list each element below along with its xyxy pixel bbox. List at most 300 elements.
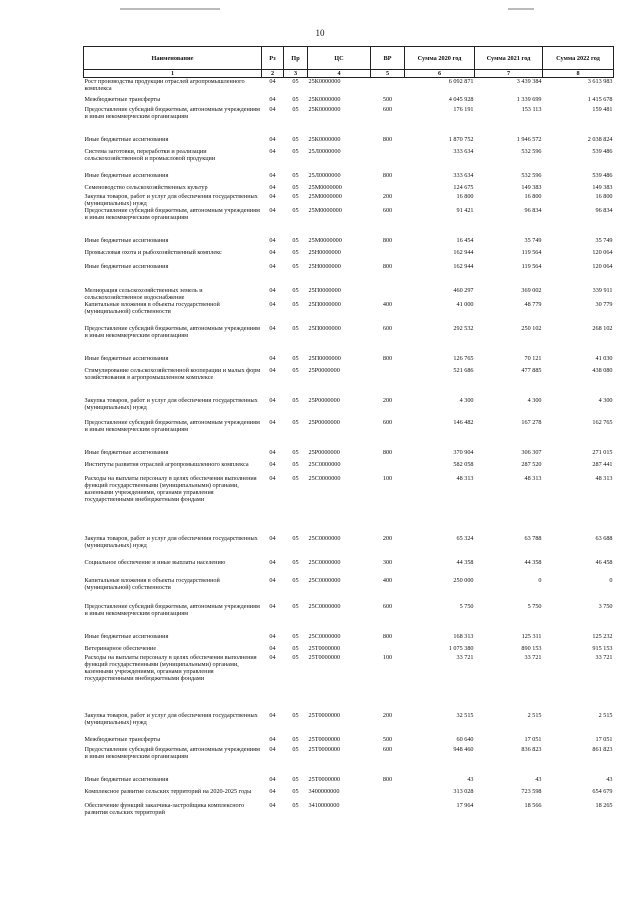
cell-vr: 600 — [382, 418, 393, 426]
table-row — [84, 184, 614, 193]
cell-pr: 05 — [292, 745, 299, 753]
cell-vr: 200 — [382, 534, 393, 542]
cell-s2020: 162 944 — [453, 248, 474, 256]
cell-s2021: 532 596 — [521, 147, 542, 155]
cell-pr: 05 — [292, 653, 299, 661]
cell-cs: 25Л0000000 — [308, 171, 341, 179]
cell-cs: 25П0000000 — [308, 354, 341, 362]
cell-s2020: 333 634 — [453, 147, 474, 155]
cell-cs: 25Л0000000 — [308, 147, 341, 155]
cell-rz: 04 — [269, 206, 276, 214]
cell-pr: 05 — [292, 105, 299, 113]
cell-s2020: 313 028 — [453, 787, 474, 795]
cell-s2020: 48 313 — [456, 474, 474, 482]
cell-rz: 04 — [269, 248, 276, 256]
cell-name: Иные бюджетные ассигнования — [84, 354, 169, 362]
column-number: 5 — [371, 70, 405, 78]
table-row — [84, 535, 614, 559]
table-row — [84, 106, 614, 136]
cell-s2021: 1 339 699 — [516, 95, 542, 103]
cell-s2021: 890 153 — [521, 644, 542, 652]
table-row — [84, 776, 614, 788]
cell-vr — [371, 148, 405, 172]
cell-s2021: 119 564 — [521, 262, 542, 270]
cell-s2021: 17 051 — [524, 735, 542, 743]
cell-cs: 25С0000000 — [308, 558, 341, 566]
cell-rz: 04 — [269, 135, 276, 143]
cell-s2020: 460 297 — [453, 286, 474, 294]
cell-vr: 600 — [382, 105, 393, 113]
cell-pr: 05 — [292, 396, 299, 404]
cell-rz: 04 — [269, 745, 276, 753]
cell-name: Институты развития отраслей агропромышленного комплекса — [84, 460, 249, 468]
cell-s2021: 48 779 — [524, 300, 542, 308]
cell-vr: 400 — [382, 300, 393, 308]
cell-name: Ветеринарное обеспечение — [84, 644, 157, 652]
header-cell: Сумма 2020 год — [405, 47, 475, 70]
cell-name: Иные бюджетные ассигнования — [84, 135, 169, 143]
cell-name: Межбюджетные трансферты — [84, 735, 161, 743]
cell-rz: 04 — [269, 735, 276, 743]
cell-cs: 25П0000000 — [308, 324, 341, 332]
cell-cs: 25Р0000000 — [308, 366, 340, 374]
cell-cs: 25М0000000 — [308, 192, 342, 200]
cell-vr — [371, 788, 405, 802]
cell-name: Иные бюджетные ассигнования — [84, 171, 169, 179]
table-row — [84, 325, 614, 355]
cell-pr: 05 — [292, 300, 299, 308]
cell-s2022: 268 102 — [592, 324, 613, 332]
cell-s2022: 120 064 — [592, 248, 613, 256]
cell-s2020: 33 721 — [456, 653, 474, 661]
table-row — [84, 645, 614, 654]
cell-s2022: 17 051 — [595, 735, 613, 743]
cell-name: Капитальные вложения в объекты государственной (муниципальной) собственности — [84, 576, 220, 591]
header-cell: ВР — [371, 47, 405, 70]
cell-cs: 25Т0000000 — [308, 711, 341, 719]
cell-vr: 200 — [382, 711, 393, 719]
cell-cs: 3400000000 — [308, 787, 340, 795]
table-row — [84, 802, 614, 822]
cell-name: Закупка товаров, работ и услуг для обеспечения государственных (муниципальных) нужд — [84, 711, 258, 726]
cell-cs: 25К0000000 — [308, 105, 341, 113]
cell-s2020: 370 904 — [453, 448, 474, 456]
table-row — [84, 237, 614, 249]
cell-name: Капитальные вложения в объекты государственной (муниципальной) собственности — [84, 300, 220, 315]
cell-s2020: 126 765 — [453, 354, 474, 362]
cell-name: Иные бюджетные ассигнования — [84, 448, 169, 456]
table-row — [84, 78, 614, 96]
cell-s2020: 124 675 — [453, 183, 474, 191]
cell-rz: 04 — [269, 236, 276, 244]
header-cell: Рз — [262, 47, 284, 70]
cell-pr: 05 — [292, 78, 299, 85]
cell-cs: 25М0000000 — [308, 236, 342, 244]
column-number: 2 — [262, 70, 284, 78]
column-number: 6 — [405, 70, 475, 78]
cell-s2021: 4 300 — [527, 396, 542, 404]
cell-s2022: 4 300 — [598, 396, 613, 404]
cell-s2022: 654 679 — [592, 787, 613, 795]
column-number: 8 — [543, 70, 614, 78]
cell-name: Предоставление субсидий бюджетным, автономным учреждениям и иным некоммерческим организациям — [84, 745, 260, 760]
cell-s2022: 63 688 — [595, 534, 613, 542]
header-cell: Пр — [284, 47, 308, 70]
table-row — [84, 788, 614, 802]
cell-cs: 25К0000000 — [308, 95, 341, 103]
cell-vr — [371, 645, 405, 654]
cell-s2020: 521 686 — [453, 366, 474, 374]
cell-s2021: 532 596 — [521, 171, 542, 179]
cell-name: Предоставление субсидий бюджетным, автономным учреждениям и иным некоммерческим организациям — [84, 324, 260, 339]
cell-rz: 04 — [269, 105, 276, 113]
cell-vr — [371, 367, 405, 397]
cell-rz: 04 — [269, 354, 276, 362]
cell-s2020: 176 191 — [453, 105, 474, 113]
cell-rz: 04 — [269, 192, 276, 200]
cell-cs: 25Т0000000 — [308, 745, 341, 753]
column-number: 7 — [475, 70, 543, 78]
cell-vr: 500 — [382, 735, 393, 743]
table-row — [84, 449, 614, 461]
cell-vr: 800 — [382, 135, 393, 143]
cell-s2020: 4 045 928 — [448, 95, 474, 103]
cell-cs: 25Р0000000 — [308, 448, 340, 456]
cell-s2020: 4 300 — [459, 396, 474, 404]
cell-cs: 25С0000000 — [308, 460, 341, 468]
cell-rz: 04 — [269, 460, 276, 468]
cell-pr: 05 — [292, 775, 299, 783]
cell-s2022: 46 458 — [595, 558, 613, 566]
column-number: 4 — [308, 70, 371, 78]
cell-name: Иные бюджетные ассигнования — [84, 236, 169, 244]
header-row — [84, 47, 614, 70]
cell-s2022: 3 750 — [598, 602, 613, 610]
cell-s2020: 41 000 — [456, 300, 474, 308]
cell-cs: 25П0000000 — [308, 286, 341, 294]
cell-rz: 04 — [269, 787, 276, 795]
cell-vr: 800 — [382, 632, 393, 640]
cell-vr: 800 — [382, 775, 393, 783]
cell-name: Семеноводство сельскохозяйственных культур — [84, 183, 208, 191]
cell-s2022: 159 481 — [592, 105, 613, 113]
cell-name: Расходы на выплаты персоналу в целях обеспечения выполнения функций государственными (муниципальными) органами, казенными учреждениями, органами управления государственными внебюджетными фондами — [84, 653, 257, 682]
cell-s2021: 306 307 — [521, 448, 542, 456]
table-row — [84, 654, 614, 712]
cell-rz: 04 — [269, 147, 276, 155]
cell-name: Система заготовки, переработки и реализации сельскохозяйственной и промысловой продукции — [84, 147, 216, 162]
column-number: 1 — [84, 70, 262, 78]
cell-s2021: 35 749 — [524, 236, 542, 244]
cell-s2022: 539 486 — [592, 147, 613, 155]
cell-s2021: 477 885 — [521, 366, 542, 374]
cell-cs: 25С0000000 — [308, 602, 341, 610]
cell-s2022: 43 — [606, 775, 613, 783]
cell-s2021: 96 834 — [524, 206, 542, 214]
table-row — [84, 355, 614, 367]
page-number: 10 — [315, 28, 325, 38]
cell-s2022: 125 232 — [592, 632, 613, 640]
cell-s2022: 16 800 — [595, 192, 613, 200]
cell-pr: 05 — [292, 95, 299, 103]
cell-cs: 25Т0000000 — [308, 644, 341, 652]
cell-pr: 05 — [292, 735, 299, 743]
cell-s2021: 44 358 — [524, 558, 542, 566]
table-row — [84, 172, 614, 184]
cell-s2022: 0 — [609, 576, 613, 584]
cell-cs: 25К0000000 — [308, 135, 341, 143]
cell-s2021: 149 383 — [521, 183, 542, 191]
cell-name: Комплексное развитие сельских территорий на 2020-2025 годы — [84, 787, 252, 795]
table-row — [84, 712, 614, 736]
cell-name: Предоставление субсидий бюджетным, автономным учреждениям и иным некоммерческим организациям — [84, 206, 260, 221]
cell-vr: 200 — [382, 396, 393, 404]
cell-rz: 04 — [269, 171, 276, 179]
cell-s2020: 582 058 — [453, 460, 474, 468]
cell-name: Расходы на выплаты персоналу в целях обеспечения выполнения функций государственными (муниципальными) органами, казенными учреждениями, органами управления государственными внебюджетными фондами — [84, 474, 257, 503]
cell-rz: 04 — [269, 95, 276, 103]
table-row — [84, 419, 614, 449]
cell-s2021: 48 313 — [524, 474, 542, 482]
cell-rz: 04 — [269, 711, 276, 719]
cell-s2020: 168 313 — [453, 632, 474, 640]
cell-vr — [371, 184, 405, 193]
cell-s2020: 1 870 752 — [448, 135, 474, 143]
cell-vr: 800 — [382, 262, 393, 270]
cell-pr: 05 — [292, 644, 299, 652]
budget-table — [83, 46, 614, 822]
cell-pr: 05 — [292, 171, 299, 179]
cell-s2020: 5 750 — [459, 602, 474, 610]
cell-rz: 04 — [269, 775, 276, 783]
column-number-row — [84, 70, 614, 78]
table-row — [84, 736, 614, 746]
cell-s2021: 153 113 — [521, 105, 542, 113]
cell-s2020: 32 515 — [456, 711, 474, 719]
cell-s2021: 63 788 — [524, 534, 542, 542]
cell-vr: 800 — [382, 236, 393, 244]
cell-pr: 05 — [292, 192, 299, 200]
cell-pr: 05 — [292, 248, 299, 256]
cell-cs: 25Т0000000 — [308, 653, 341, 661]
table-row — [84, 475, 614, 535]
cell-vr: 800 — [382, 171, 393, 179]
cell-s2022: 96 834 — [595, 206, 613, 214]
cell-s2020: 292 532 — [453, 324, 474, 332]
scan-artifact — [120, 8, 220, 10]
cell-s2022: 30 779 — [595, 300, 613, 308]
cell-s2021: 1 946 572 — [516, 135, 542, 143]
cell-s2020: 146 482 — [453, 418, 474, 426]
cell-s2022: 48 313 — [595, 474, 613, 482]
cell-s2021: 3 439 384 — [516, 78, 542, 85]
cell-s2021: 119 564 — [521, 248, 542, 256]
cell-vr: 500 — [382, 95, 393, 103]
table-row — [84, 193, 614, 207]
cell-cs: 25Т0000000 — [308, 775, 341, 783]
cell-s2022: 2 515 — [598, 711, 613, 719]
cell-s2020: 60 640 — [456, 735, 474, 743]
cell-pr: 05 — [292, 448, 299, 456]
table-row — [84, 633, 614, 645]
cell-s2022: 1 415 678 — [587, 95, 613, 103]
cell-cs: 25С0000000 — [308, 632, 341, 640]
cell-cs: 25К0000000 — [308, 78, 341, 85]
cell-cs: 25М0000000 — [308, 183, 342, 191]
cell-pr: 05 — [292, 147, 299, 155]
cell-s2021: 0 — [538, 576, 542, 584]
cell-s2021: 369 002 — [521, 286, 542, 294]
cell-s2022: 18 265 — [595, 801, 613, 809]
cell-s2022: 2 038 824 — [587, 135, 613, 143]
cell-s2022: 861 823 — [592, 745, 613, 753]
cell-cs: 25С0000000 — [308, 474, 341, 482]
scan-artifact — [508, 8, 534, 10]
cell-pr: 05 — [292, 534, 299, 542]
cell-name: Иные бюджетные ассигнования — [84, 775, 169, 783]
cell-s2020: 65 324 — [456, 534, 474, 542]
cell-pr: 05 — [292, 418, 299, 426]
cell-rz: 04 — [269, 558, 276, 566]
cell-pr: 05 — [292, 262, 299, 270]
cell-vr: 100 — [382, 474, 393, 482]
cell-s2020: 162 944 — [453, 262, 474, 270]
cell-s2022: 120 064 — [592, 262, 613, 270]
table-row — [84, 96, 614, 106]
cell-name: Предоставление субсидий бюджетным, автономным учреждениям и иным некоммерческим организациям — [84, 418, 260, 433]
cell-pr: 05 — [292, 460, 299, 468]
cell-cs: 25Н0000000 — [308, 248, 341, 256]
cell-s2021: 5 750 — [527, 602, 542, 610]
cell-name: Обеспечение функций заказчика-застройщика комплексного развития сельских территорий — [84, 801, 245, 816]
cell-name: Межбюджетные трансферты — [84, 95, 161, 103]
cell-rz: 04 — [269, 262, 276, 270]
cell-pr: 05 — [292, 576, 299, 584]
cell-pr: 05 — [292, 711, 299, 719]
cell-vr: 400 — [382, 576, 393, 584]
cell-pr: 05 — [292, 558, 299, 566]
cell-s2022: 915 153 — [592, 644, 613, 652]
cell-s2021: 250 102 — [521, 324, 542, 332]
cell-pr: 05 — [292, 801, 299, 809]
cell-pr: 05 — [292, 236, 299, 244]
header-cell: Сумма 2022 год — [543, 47, 614, 70]
cell-pr: 05 — [292, 787, 299, 795]
cell-name: Мелиорация сельскохозяйственных земель и сельскохозяйственное водоснабжение — [84, 286, 203, 301]
cell-pr: 05 — [292, 474, 299, 482]
cell-s2021: 836 823 — [521, 745, 542, 753]
cell-name: Закупка товаров, работ и услуг для обеспечения государственных (муниципальных) нужд — [84, 192, 258, 207]
table-row — [84, 577, 614, 603]
cell-s2021: 43 — [535, 775, 542, 783]
cell-rz: 04 — [269, 366, 276, 374]
cell-pr: 05 — [292, 366, 299, 374]
cell-pr: 05 — [292, 602, 299, 610]
cell-s2020: 91 421 — [456, 206, 474, 214]
cell-s2020: 17 964 — [456, 801, 474, 809]
cell-vr: 600 — [382, 602, 393, 610]
cell-s2022: 33 721 — [595, 653, 613, 661]
cell-pr: 05 — [292, 632, 299, 640]
cell-vr: 800 — [382, 354, 393, 362]
cell-cs: 25Т0000000 — [308, 735, 341, 743]
cell-rz: 04 — [269, 183, 276, 191]
table-row — [84, 263, 614, 287]
table-row — [84, 249, 614, 263]
table-row — [84, 148, 614, 172]
cell-rz: 04 — [269, 534, 276, 542]
table-row — [84, 207, 614, 237]
cell-s2022: 271 015 — [592, 448, 613, 456]
cell-cs: 25С0000000 — [308, 534, 341, 542]
cell-vr — [371, 461, 405, 475]
cell-rz: 04 — [269, 300, 276, 308]
cell-name: Предоставление субсидий бюджетным, автономным учреждениям и иным некоммерческим организациям — [84, 602, 260, 617]
cell-s2022: 41 030 — [595, 354, 613, 362]
table-row — [84, 746, 614, 776]
table-row — [84, 287, 614, 301]
header-cell: Наименование — [84, 47, 262, 70]
cell-s2020: 16 800 — [456, 192, 474, 200]
cell-s2022: 35 749 — [595, 236, 613, 244]
cell-s2021: 167 278 — [521, 418, 542, 426]
cell-pr: 05 — [292, 324, 299, 332]
cell-vr: 100 — [382, 653, 393, 661]
cell-vr: 800 — [382, 448, 393, 456]
cell-s2021: 16 800 — [524, 192, 542, 200]
cell-s2021: 33 721 — [524, 653, 542, 661]
cell-name: Стимулирование сельскохозяйственной кооперации и малых форм хозяйствования в агропромышленном комплексе — [84, 366, 261, 381]
cell-s2022: 3 613 983 — [587, 78, 613, 85]
cell-vr: 300 — [382, 558, 393, 566]
cell-s2020: 1 075 380 — [448, 644, 474, 652]
cell-pr: 05 — [292, 135, 299, 143]
cell-vr — [371, 249, 405, 263]
cell-s2020: 333 634 — [453, 171, 474, 179]
cell-rz: 04 — [269, 324, 276, 332]
table-row — [84, 603, 614, 633]
cell-s2020: 6 092 871 — [448, 78, 474, 85]
cell-name: Промысловая охота и рыбохозяйственный комплекс — [84, 248, 222, 256]
cell-vr: 600 — [382, 206, 393, 214]
table-row — [84, 367, 614, 397]
cell-cs: 25П0000000 — [308, 300, 341, 308]
cell-s2020: 44 358 — [456, 558, 474, 566]
cell-s2021: 125 311 — [521, 632, 542, 640]
cell-cs: 25С0000000 — [308, 576, 341, 584]
column-number: 3 — [284, 70, 308, 78]
cell-vr — [371, 287, 405, 301]
cell-pr: 05 — [292, 286, 299, 294]
cell-name: Иные бюджетные ассигнования — [84, 632, 169, 640]
table-row — [84, 136, 614, 148]
cell-rz: 04 — [269, 286, 276, 294]
cell-cs: 25М0000000 — [308, 206, 342, 214]
cell-s2022: 287 441 — [592, 460, 613, 468]
cell-s2020: 16 454 — [456, 236, 474, 244]
cell-rz: 04 — [269, 644, 276, 652]
cell-cs: 25Р0000000 — [308, 418, 340, 426]
cell-s2020: 250 000 — [453, 576, 474, 584]
table-body — [84, 78, 614, 822]
cell-pr: 05 — [292, 354, 299, 362]
cell-rz: 04 — [269, 396, 276, 404]
cell-s2021: 723 598 — [521, 787, 542, 795]
cell-cs: 25Н0000000 — [308, 262, 341, 270]
cell-s2021: 18 566 — [524, 801, 542, 809]
cell-name: Предоставление субсидий бюджетным, автономным учреждениям и иным некоммерческим организациям — [84, 105, 260, 120]
cell-name: Социальное обеспечение и иные выплаты населению — [84, 558, 226, 566]
